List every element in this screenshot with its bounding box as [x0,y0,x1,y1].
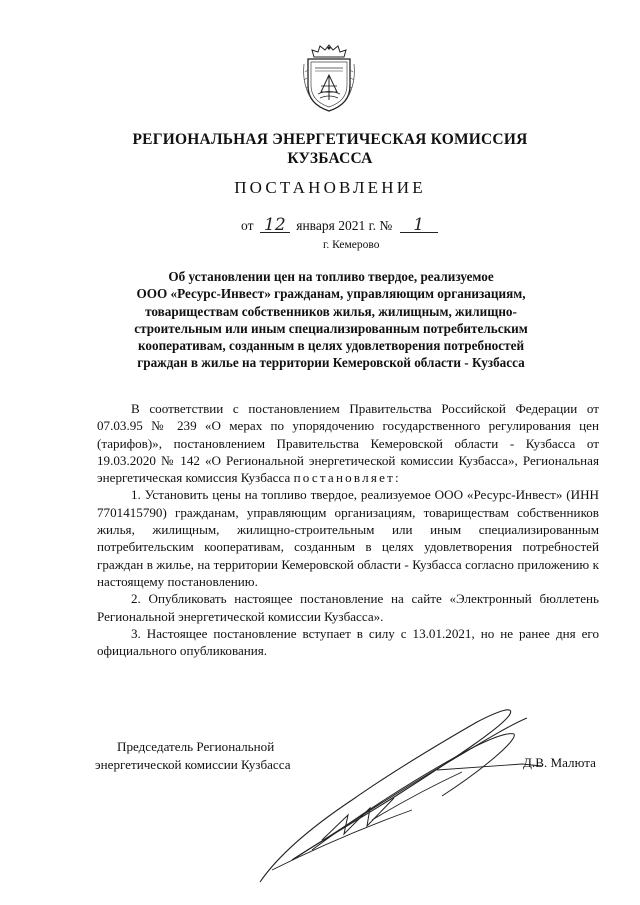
subject-line: кооперативам, созданным в целях удовлетворения потребностей [137,338,525,354]
subject-line: Об установлении цен на топливо твердое, реализуемое [168,269,494,284]
decree-item-2: 2. Опубликовать настоящее постановление на сайте «Электронный бюллетень Региональной энергетической комиссии Кузбасса». [97,591,599,624]
preamble-text: В соответствии с постановлением Правительства Российской Федерации от 07.03.95 № 239 «О мерах по упорядочению государственного регулирования цен (тарифов)», постановлением Правительства Кемеровской области - Кузбасса от 19.03.2020 № 142 «О Региональной энергетической комиссии Кузбасса», Региональная энергетическая комиссия Кузбасса [97,401,599,486]
subject-line: строительным или иным специализированным потребительским [134,320,528,336]
organization-name-line1: РЕГИОНАЛЬНАЯ ЭНЕРГЕТИЧЕСКАЯ КОМИССИЯ [132,131,528,148]
date-day-handwritten: 12 [260,218,290,233]
document-number-handwritten: 1 [400,218,438,233]
subject-line: товариществам собственников жилья, жилищным, жилищно- [145,303,517,319]
preamble-paragraph [97,400,599,486]
number-prefix: № [379,218,393,233]
organization-name-line2: КУЗБАССА [287,150,373,167]
signer-name: Д.В. Малюта [523,755,596,770]
kuzbass-coat-of-arms-icon [300,42,358,114]
decree-word: постановляет: [293,470,401,486]
handwritten-signature [252,700,552,890]
signer-title-line1: Председатель Региональной [117,739,275,754]
subject-line: граждан в жилье на территории Кемеровской области - Кузбасса [137,355,525,371]
decree-item-3: 3. Настоящее постановление вступает в силу с 13.01.2021, но не ранее дня его официального опубликования. [97,625,599,659]
date-prefix: от [241,218,254,233]
document-type: ПОСТАНОВЛЕНИЕ [234,178,426,197]
document-body [97,400,599,659]
document-subject [96,268,566,372]
signer-title-line2: энергетической комиссии Кузбасса [95,756,291,772]
city: г. Кемерово [323,239,380,251]
decree-item-1: 1. Установить цены на топливо твердое, реализуемое ООО «Ресурс-Инвест» (ИНН 7701415790) гражданам, управляющим организациям, товариществам собственников жилья, жилищным, жилищно-строительным или иным специализированным потребительским кооперативам, созданным в целях удовлетворения потребностей граждан в жилье, на территории Кемеровской области - Кузбасса согласно приложению к настоящему постановлению. [97,487,599,589]
date-month-year: января 2021 г. [296,218,376,233]
date-line [241,215,438,235]
subject-line: ООО «Ресурс-Инвест» гражданам, управляющим организациям, [136,286,526,302]
